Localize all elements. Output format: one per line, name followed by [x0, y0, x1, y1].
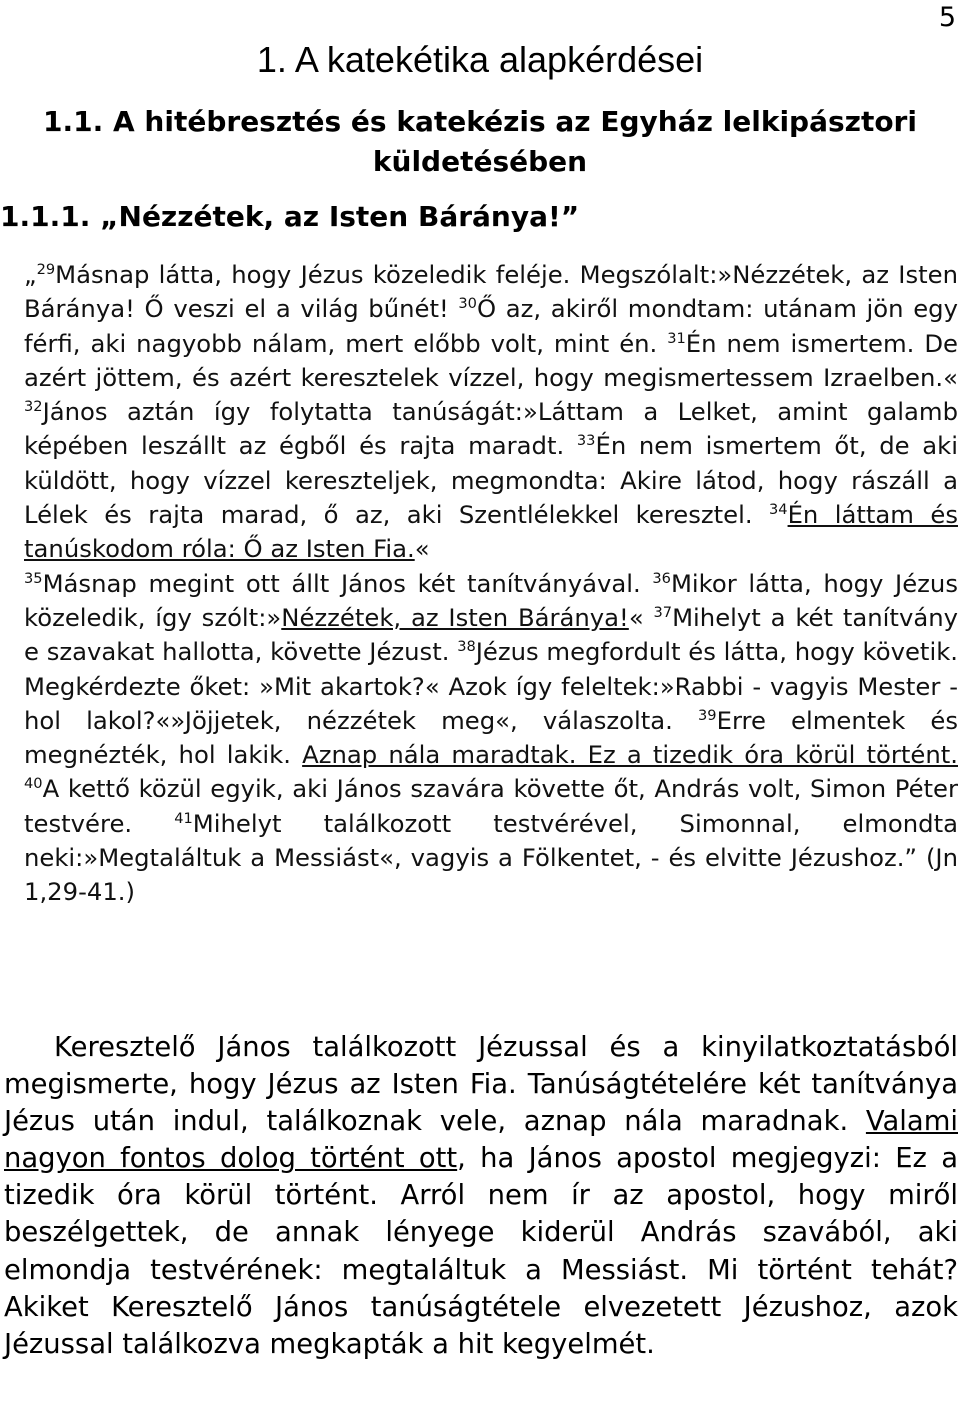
- verse-number: 35: [24, 569, 43, 587]
- verse-number: 37: [653, 603, 673, 621]
- commentary-text: , ha János apostol megjegyzi: Ez a tizedik óra körül történt. Arról nem ír az apostol, hogy miről beszélgettek, de annak lényege kiderül András szavából, aki elmondja testvérének: megtaláltuk a Messiást. Mi történt tehát? Akiket Keresztelő János tanúságtétele elvezetett Jézushoz, azok Jézussal találkozva megkapták a hit kegyelmét.: [4, 1143, 958, 1360]
- verse-text-underlined: Nézzétek, az Isten Báránya!: [281, 602, 629, 632]
- verse-text: Én nem ismertem őt, de aki küldött, hogy vízzel kereszteljek, megmondta: Akire látod, hogy rászáll a Lélek és rajta marad, ő az, aki Szentlélekkel keresztel.: [24, 431, 958, 530]
- verse-text: Jézus megfordult és látta, hogy követik. Megkérdezte őket: »Mit akartok?« Azok így feleltek:»Rabbi - vagyis Mester - hol lakol?«»Jöjjetek, nézzétek meg«, válaszolta.: [24, 637, 958, 735]
- verse-number: 38: [457, 638, 476, 656]
- verse-text: Erre elmentek és megnézték, hol lakik.: [24, 705, 958, 770]
- commentary-text: Keresztelő János találkozott Jézussal és a kinyilatkoztatásból megismerte, hogy Jézus az Isten Fia. Tanúságtételére két tanítványa Jézus után indul, találkoznak vele, aznap nála maradnak.: [4, 1032, 958, 1138]
- verse-text: «: [414, 534, 430, 564]
- verse-number: 40: [24, 775, 43, 793]
- verse-text: A kettő közül egyik, aki János szavára követte őt, András volt, Simon Péter testvére.: [24, 774, 958, 838]
- verse-number: 29: [36, 260, 56, 278]
- commentary-text-underlined: Valami nagyon fontos dolog történt ott: [4, 1106, 958, 1175]
- verse-number: 30: [458, 295, 477, 313]
- verse-text: Mihelyt a két tanítvány e szavakat hallotta, követte Jézust.: [24, 602, 959, 667]
- verse-number: 33: [576, 432, 596, 450]
- verse-number: 41: [174, 809, 193, 827]
- page-number: 5: [938, 2, 956, 33]
- verse-text: Másnap megint ott állt János két tanítványával.: [42, 568, 653, 598]
- section-title: 1.1. A hitébresztés és katekézis az Egyház lelkipásztori küldetésében: [43, 105, 917, 178]
- verse-35: [24, 569, 652, 598]
- verse-number: 36: [652, 569, 671, 587]
- verse-number: 39: [698, 706, 717, 724]
- commentary-paragraph: [4, 1029, 958, 1363]
- bible-quote: „$^{29}$Másnap látta, hogy Jézus közeledik feléje. Megszólalt:»Nézzétek, az Isten Báránya! Ő veszi el a világ bűnét! $^{30}$Ő az, akiről mondtam: utánam jön egy férfi, aki nagyobb nálam, mert előbb volt, mint én. $^{31}$Én nem ismertem. De azért jöttem, és azért keresztelek vízzel, hogy megismertessem Izraelben.« $^{32}$János aztán így folytatta tanúságát:»Láttam a Lelket, amint galamb képében leszállt az égből és rajta maradt. $^{33}$Én nem ismertem őt, de aki küldött, hogy vízzel kereszteljek, megmondta: Akire látod, hogy rászáll a Lélek és rajta marad, ő az, aki Szentlélekkel keresztel. $^{34}$Én láttam és tanúskodom róla: Ő az Isten Fia.« $^{35}$Másnap megint ott állt János két tanítványával. $^{36}$Mikor látta, hogy Jézus közeledik, így szólt:»Nézzétek, az Isten Báránya!« $^{37}$Mihelyt a két tanítvány e szavakat hallotta, követte Jézust. $^{38}$Jézus megfordult és látta, hogy követik. Megkérdezte őket: »Mit akartok?« Azok így feleltek:»Rabbi - vagyis Mester - hol lakol?«»Jöjjetek, nézzétek meg«, válaszolta. $^{39}$Erre elmentek és megnézték, hol lakik. Aznap nála maradtak. Ez a tizedik óra körül történt. $^{40}$A kettő közül egyik, aki János szavára követte őt, András volt, Simon Péter testvére. $^{41}$Mihelyt találkozott testvérével, Simonnal, elmondta neki:»Megtaláltuk a Messiást«, vagyis a Fölkentet, - és elvitte Jézushoz.” (Jn 1,29-41.): [24, 260, 959, 907]
- verse-text: Én nem ismertem. De azért jöttem, és azért keresztelek vízzel, hogy megismertessem Izraelben.«: [24, 328, 958, 392]
- verse-text: «: [628, 602, 654, 632]
- verse-number: 31: [667, 329, 686, 347]
- verse-number: 34: [769, 500, 788, 518]
- verse-text-underlined: Aznap nála maradtak. Ez a tizedik óra körül történt.: [302, 740, 958, 770]
- verse-text: Mihelyt találkozott testvérével, Simonnal, elmondta neki:»Megtaláltuk a Messiást«, vagyis a Fölkentet, - és elvitte Jézushoz.” (Jn 1,29-41.): [24, 808, 958, 907]
- verse-text: Ő az, akiről mondtam: utánam jön egy férfi, aki nagyobb nálam, mert előbb volt, mint én.: [24, 294, 958, 358]
- verse-text-underlined: Én láttam és tanúskodom róla: Ő az Isten Fia.: [24, 500, 958, 564]
- verse-text: Mikor látta, hogy Jézus közeledik, így szólt:»: [24, 568, 958, 632]
- verse-text: János aztán így folytatta tanúságát:»Láttam a Lelket, amint galamb képében leszállt az égből és rajta maradt.: [24, 397, 958, 461]
- chapter-title: 1. A katekétika alapkérdései: [256, 39, 704, 80]
- verse-number: 32: [24, 398, 43, 416]
- verse-text: Másnap látta, hogy Jézus közeledik feléje. Megszólalt:»Nézzétek, az Isten Báránya! Ő veszi el a világ bűnét!: [24, 260, 958, 324]
- subsection-title: 1.1.1. „Nézzétek, az Isten Báránya!”: [0, 200, 580, 233]
